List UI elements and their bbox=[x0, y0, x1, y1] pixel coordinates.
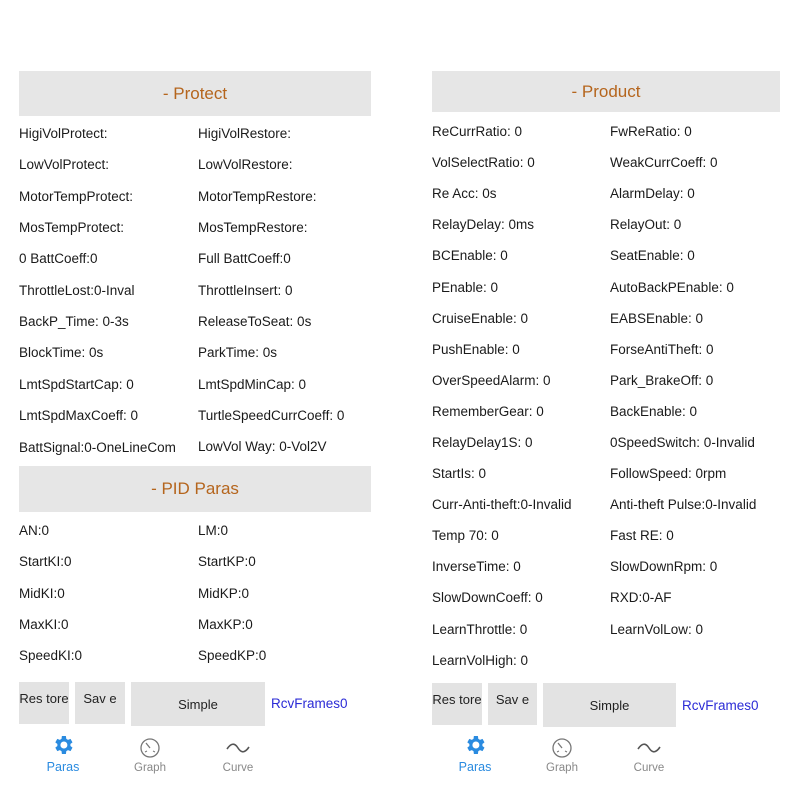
param-row bbox=[432, 178, 790, 209]
param-right-value[interactable]: ForseAntiTheft: 0 bbox=[610, 341, 714, 357]
param-left-value[interactable]: Curr-Anti-theft:0-Invalid bbox=[432, 497, 572, 513]
param-left-value[interactable]: HigiVolProtect: bbox=[19, 126, 108, 142]
param-row bbox=[19, 368, 373, 399]
right-panel bbox=[412, 0, 800, 800]
param-row bbox=[432, 147, 790, 178]
param-row bbox=[19, 243, 373, 274]
param-right-value[interactable]: ReleaseToSeat: 0s bbox=[198, 313, 312, 329]
nav-paras-label-right: Paras bbox=[458, 760, 492, 774]
param-right-value[interactable]: MidKP:0 bbox=[198, 585, 250, 601]
restore-button-right[interactable]: Res tore bbox=[432, 683, 482, 725]
param-right-value[interactable]: RelayOut: 0 bbox=[610, 217, 682, 233]
nav-paras-tab-right[interactable] bbox=[445, 733, 505, 774]
param-row bbox=[432, 614, 790, 645]
protect-section-title: - Protect bbox=[162, 83, 228, 103]
param-right-value[interactable]: MaxKP:0 bbox=[198, 617, 253, 633]
param-row bbox=[19, 118, 373, 149]
save-button-right[interactable]: Sav e bbox=[488, 683, 537, 725]
param-left-value[interactable]: 0 BattCoeff:0 bbox=[19, 251, 98, 267]
param-right-value[interactable]: SeatEnable: 0 bbox=[610, 248, 695, 264]
param-row bbox=[19, 640, 373, 671]
param-right-value[interactable]: LM:0 bbox=[198, 523, 229, 539]
param-row bbox=[432, 396, 790, 427]
wave-icon bbox=[225, 737, 251, 759]
param-left-value[interactable]: StartKI:0 bbox=[19, 554, 72, 570]
param-row bbox=[19, 274, 373, 305]
param-right-value[interactable]: FwReRatio: 0 bbox=[610, 124, 692, 140]
param-left-value[interactable]: Temp 70: 0 bbox=[432, 528, 499, 544]
param-row bbox=[432, 271, 790, 302]
param-right-value[interactable]: SlowDownRpm: 0 bbox=[610, 559, 718, 575]
param-right-value[interactable]: HigiVolRestore: bbox=[198, 126, 292, 142]
param-left-value[interactable]: MosTempProtect: bbox=[19, 220, 125, 236]
param-left-value[interactable]: PEnable: 0 bbox=[432, 279, 499, 295]
param-row bbox=[19, 546, 373, 577]
param-row bbox=[432, 520, 790, 551]
wave-icon bbox=[636, 737, 662, 759]
nav-curve-label-right: Curve bbox=[633, 762, 665, 774]
param-left-value[interactable]: AN:0 bbox=[19, 523, 50, 539]
param-left-value[interactable]: RememberGear: 0 bbox=[432, 403, 544, 419]
param-right-value[interactable]: BackEnable: 0 bbox=[610, 403, 698, 419]
param-row bbox=[19, 306, 373, 337]
param-row bbox=[432, 645, 790, 676]
param-row bbox=[432, 209, 790, 240]
param-left-value[interactable]: Re Acc: 0s bbox=[432, 186, 497, 202]
gear-icon bbox=[463, 733, 487, 757]
param-row bbox=[432, 240, 790, 271]
param-left-value[interactable]: StartIs: 0 bbox=[432, 466, 487, 482]
nav-curve-label: Curve bbox=[222, 762, 254, 774]
param-row bbox=[432, 458, 790, 489]
pid-section-header[interactable] bbox=[19, 466, 371, 512]
param-left-value[interactable]: VolSelectRatio: 0 bbox=[432, 155, 535, 171]
param-left-value[interactable]: ReCurrRatio: 0 bbox=[432, 124, 523, 140]
param-left-value[interactable]: OverSpeedAlarm: 0 bbox=[432, 372, 551, 388]
param-right-value[interactable]: TurtleSpeedCurrCoeff: 0 bbox=[198, 407, 345, 423]
param-left-value[interactable]: BackP_Time: 0-3s bbox=[19, 313, 129, 329]
nav-paras-label: Paras bbox=[46, 760, 80, 774]
param-left-value[interactable]: MotorTempProtect: bbox=[19, 188, 134, 204]
param-right-value[interactable]: 0SpeedSwitch: 0-Invalid bbox=[610, 434, 755, 450]
param-left-value[interactable]: SpeedKI:0 bbox=[19, 648, 83, 664]
param-row bbox=[432, 116, 790, 147]
nav-curve-tab-right[interactable] bbox=[619, 737, 679, 774]
param-right-value[interactable]: RXD:0-AF bbox=[610, 590, 672, 606]
param-left-value[interactable]: LearnVolHigh: 0 bbox=[432, 652, 529, 668]
param-row bbox=[432, 551, 790, 582]
param-right-value[interactable]: StartKP:0 bbox=[198, 554, 256, 570]
param-row bbox=[19, 578, 373, 609]
param-left-value[interactable]: BlockTime: 0s bbox=[19, 345, 104, 361]
param-right-value[interactable]: LowVolRestore: bbox=[198, 157, 293, 173]
param-row bbox=[19, 515, 373, 546]
nav-graph-label-right: Graph bbox=[546, 762, 578, 774]
param-row bbox=[432, 303, 790, 334]
product-params-grid bbox=[432, 116, 790, 676]
simple-button-right[interactable]: Simple bbox=[543, 683, 676, 727]
nav-paras-tab[interactable] bbox=[33, 733, 93, 774]
rcv-frames-label: RcvFrames0 bbox=[271, 696, 348, 711]
param-row bbox=[19, 609, 373, 640]
gauge-icon bbox=[551, 737, 573, 759]
param-right-value[interactable]: AutoBackPEnable: 0 bbox=[610, 279, 734, 295]
param-row bbox=[432, 582, 790, 613]
param-right-value[interactable]: ThrottleInsert: 0 bbox=[198, 282, 293, 298]
param-left-value[interactable]: ThrottleLost:0-Inval bbox=[19, 282, 135, 298]
param-left-value[interactable]: MidKI:0 bbox=[19, 585, 65, 601]
param-row bbox=[19, 431, 373, 462]
param-right-value[interactable]: WeakCurrCoeff: 0 bbox=[610, 155, 718, 171]
param-row bbox=[19, 337, 373, 368]
param-left-value[interactable]: LearnThrottle: 0 bbox=[432, 621, 528, 637]
gauge-icon bbox=[139, 737, 161, 759]
param-left-value[interactable]: BCEnable: 0 bbox=[432, 248, 508, 264]
param-right-value[interactable]: Anti-theft Pulse:0-Invalid bbox=[610, 497, 757, 513]
restore-button[interactable]: Res tore bbox=[19, 682, 69, 724]
param-left-value[interactable]: RelayDelay: 0ms bbox=[432, 217, 535, 233]
product-section-title: - Product bbox=[571, 81, 641, 101]
save-button[interactable]: Sav e bbox=[75, 682, 125, 724]
param-left-value[interactable]: CruiseEnable: 0 bbox=[432, 310, 529, 326]
param-left-value[interactable]: SlowDownCoeff: 0 bbox=[432, 590, 543, 606]
param-row bbox=[432, 334, 790, 365]
param-left-value[interactable]: LowVolProtect: bbox=[19, 157, 110, 173]
param-row bbox=[19, 181, 373, 212]
nav-curve-tab[interactable] bbox=[208, 737, 268, 774]
param-right-value[interactable]: MosTempRestore: bbox=[198, 220, 308, 236]
param-right-value[interactable]: ParkTime: 0s bbox=[198, 345, 278, 361]
param-row bbox=[432, 427, 790, 458]
param-left-value[interactable]: LmtSpdMaxCoeff: 0 bbox=[19, 407, 139, 423]
pid-section-title: - PID Paras bbox=[151, 479, 239, 498]
param-right-value[interactable]: Full BattCoeff:0 bbox=[198, 251, 291, 267]
param-right-value[interactable]: MotorTempRestore: bbox=[198, 188, 317, 204]
param-left-value[interactable]: LmtSpdStartCap: 0 bbox=[19, 376, 134, 392]
rcv-frames-label-right: RcvFrames0 bbox=[682, 698, 759, 713]
nav-graph-tab[interactable] bbox=[120, 737, 180, 774]
param-left-value[interactable]: RelayDelay1S: 0 bbox=[432, 434, 533, 450]
param-left-value[interactable]: InverseTime: 0 bbox=[432, 559, 521, 575]
param-row bbox=[432, 489, 790, 520]
pid-params-grid bbox=[19, 515, 373, 671]
product-section-header[interactable] bbox=[432, 71, 780, 112]
param-right-value[interactable]: AlarmDelay: 0 bbox=[610, 186, 695, 202]
param-row bbox=[19, 212, 373, 243]
param-row bbox=[19, 149, 373, 180]
param-right-value[interactable]: FollowSpeed: 0rpm bbox=[610, 466, 727, 482]
param-left-value[interactable]: BattSignal:0-OneLineCom bbox=[19, 439, 176, 455]
param-right-value[interactable]: SpeedKP:0 bbox=[198, 648, 267, 664]
param-row bbox=[19, 400, 373, 431]
simple-button[interactable]: Simple bbox=[131, 682, 265, 726]
gear-icon bbox=[51, 733, 75, 757]
nav-graph-tab-right[interactable] bbox=[532, 737, 592, 774]
param-right-value[interactable]: LowVol Way: 0-Vol2V bbox=[198, 439, 327, 455]
param-right-value[interactable]: LmtSpdMinCap: 0 bbox=[198, 376, 307, 392]
protect-section-header[interactable] bbox=[19, 71, 371, 116]
nav-graph-label: Graph bbox=[134, 762, 166, 774]
param-right-value[interactable]: EABSEnable: 0 bbox=[610, 310, 704, 326]
param-right-value[interactable]: LearnVolLow: 0 bbox=[610, 621, 704, 637]
param-left-value[interactable]: MaxKI:0 bbox=[19, 617, 69, 633]
param-right-value[interactable]: Park_BrakeOff: 0 bbox=[610, 372, 714, 388]
protect-params-grid bbox=[19, 118, 373, 462]
param-right-value[interactable]: Fast RE: 0 bbox=[610, 528, 674, 544]
param-left-value[interactable]: PushEnable: 0 bbox=[432, 341, 520, 357]
param-row bbox=[432, 365, 790, 396]
